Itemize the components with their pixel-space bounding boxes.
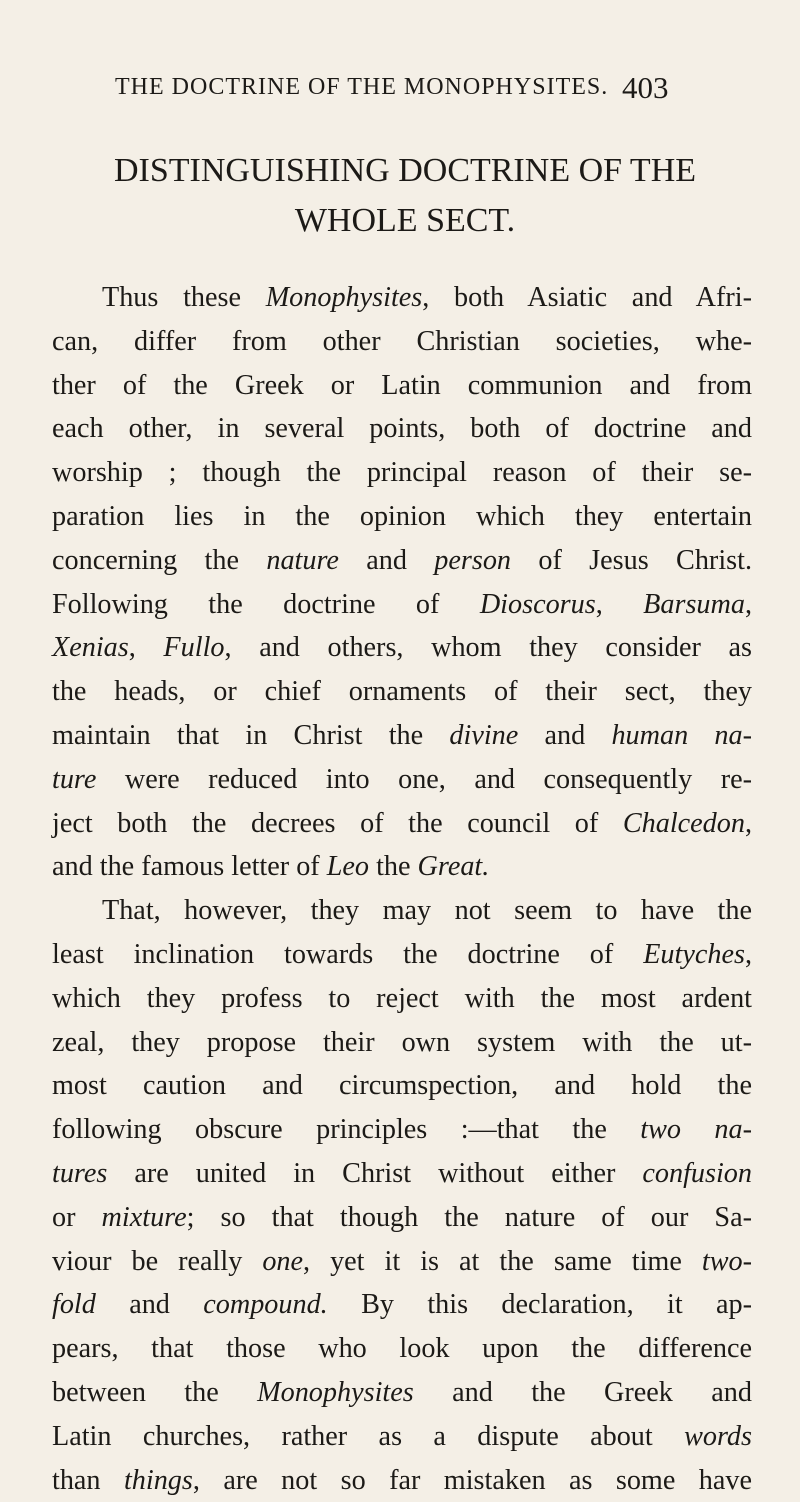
text-run: , — [744, 588, 753, 620]
italic-term: one — [262, 1245, 304, 1277]
text-line — [52, 977, 752, 1021]
italic-term: two na- — [640, 1114, 752, 1146]
text-run: and — [95, 1289, 204, 1321]
italic-term: compound. — [203, 1289, 328, 1321]
text-run: viour be really — [52, 1245, 263, 1277]
text-run: most caution and circumspection, and hold the — [52, 1070, 752, 1102]
italic-term: Leo — [326, 851, 370, 883]
text-line — [52, 1283, 752, 1327]
italic-term: Great. — [417, 851, 490, 883]
text-run: Following the doctrine of — [52, 588, 480, 620]
text-run: , yet it is at the same time — [303, 1245, 702, 1277]
text-line — [52, 539, 752, 583]
text-run: zeal, they propose their own system with the ut- — [52, 1026, 752, 1058]
text-run: between the — [52, 1376, 258, 1408]
text-line — [52, 758, 752, 802]
text-line — [52, 1152, 752, 1196]
text-line — [52, 320, 752, 364]
text-run: , are not so far mistaken as some have — [192, 1464, 752, 1496]
text-run: ; so that though the nature of our Sa- — [186, 1201, 752, 1233]
text-run: than — [52, 1464, 124, 1496]
text-line — [52, 626, 752, 670]
text-run: , — [595, 588, 644, 620]
text-run: or — [52, 1201, 102, 1233]
italic-term: two- — [701, 1245, 752, 1277]
body-text — [52, 276, 752, 1502]
text-run: worship ; though the principal reason of their se- — [52, 457, 752, 489]
italic-term: Monophysites — [265, 282, 423, 313]
text-run: By this declaration, it ap- — [327, 1289, 752, 1321]
text-run: can, differ from other Christian societies, whe- — [52, 325, 752, 357]
text-run: following obscure principles :—that the — [52, 1114, 641, 1146]
text-line — [52, 1327, 752, 1371]
text-run: which they profess to reject with the most ardent — [52, 982, 752, 1014]
italic-term: nature — [266, 544, 339, 576]
text-run: , — [128, 632, 164, 664]
text-line — [52, 714, 752, 758]
italic-term: things — [123, 1464, 193, 1496]
text-run: and the Greek and — [413, 1376, 752, 1408]
italic-term: words — [684, 1420, 752, 1452]
text-line — [52, 1415, 752, 1459]
text-line — [52, 1459, 752, 1502]
italic-term: mixture — [101, 1201, 187, 1233]
italic-term: divine — [449, 719, 519, 751]
italic-term: Barsuma — [643, 588, 745, 620]
italic-term: Dioscorus — [479, 588, 596, 620]
text-line — [52, 364, 752, 408]
text-line — [52, 583, 752, 627]
text-line — [52, 1196, 752, 1240]
text-run: and — [518, 719, 612, 751]
running-head-title: THE DOCTRINE OF THE MONOPHYSITES. — [115, 74, 609, 100]
italic-term: human na- — [611, 719, 753, 751]
text-line — [52, 845, 752, 889]
text-run: were reduced into one, and consequently re- — [96, 763, 752, 795]
italic-term: Fullo — [163, 632, 225, 664]
text-run: and — [338, 544, 435, 576]
text-run: the — [369, 851, 418, 883]
text-run: , both Asiatic and Afri- — [422, 282, 752, 313]
italic-term: fold — [52, 1289, 96, 1321]
text-run: , and others, whom they consider as — [224, 632, 753, 664]
section-heading-line-2: WHOLE SECT. — [294, 202, 516, 239]
text-run: least inclination towards the doctrine of — [52, 938, 644, 970]
text-line — [52, 1240, 752, 1284]
italic-term: tures — [52, 1157, 108, 1189]
text-run: ther of the Greek or Latin communion and from — [52, 369, 752, 401]
text-run: and the famous letter of — [52, 851, 327, 883]
text-run: the heads, or chief ornaments of their sect, they — [52, 676, 752, 708]
text-line — [52, 670, 752, 714]
italic-term: ture — [52, 763, 97, 795]
text-line — [52, 407, 752, 451]
text-line — [52, 933, 752, 977]
text-line — [52, 889, 752, 933]
text-run: each other, in several points, both of doctrine and — [52, 413, 752, 445]
italic-term: Monophysites — [257, 1376, 414, 1408]
text-line — [52, 1371, 752, 1415]
running-head — [0, 60, 800, 105]
text-run: concerning the — [52, 544, 267, 576]
text-run: are united in Christ without either — [107, 1157, 643, 1189]
section-heading-line-1: DISTINGUISHING DOCTRINE OF THE — [113, 152, 697, 189]
text-line — [52, 1108, 752, 1152]
text-run: That, however, they may not seem to have the — [102, 895, 752, 927]
text-line — [52, 451, 752, 495]
text-line — [52, 802, 752, 846]
text-run: of Jesus Christ. — [511, 544, 752, 576]
italic-term: Eutyches — [643, 938, 745, 970]
text-line — [52, 1021, 752, 1065]
text-run: paration lies in the opinion which they entertain — [52, 500, 752, 532]
text-run: Thus these — [102, 282, 266, 313]
text-run: pears, that those who look upon the difference — [52, 1333, 752, 1365]
italic-term: person — [434, 544, 512, 576]
page-number: 403 — [622, 70, 669, 105]
text-run: Latin churches, rather as a dispute about — [52, 1420, 685, 1452]
text-run: maintain that in Christ the — [52, 719, 450, 751]
italic-term: confusion — [642, 1157, 752, 1189]
italic-term: Chalcedon — [622, 807, 745, 839]
text-run: , — [744, 807, 752, 839]
section-heading — [40, 146, 770, 246]
italic-term: Xenias — [52, 632, 129, 664]
text-run: , — [744, 938, 752, 970]
text-line — [52, 276, 752, 320]
text-line — [52, 1064, 752, 1108]
text-line — [52, 495, 752, 539]
text-run: ject both the decrees of the council of — [52, 807, 623, 839]
